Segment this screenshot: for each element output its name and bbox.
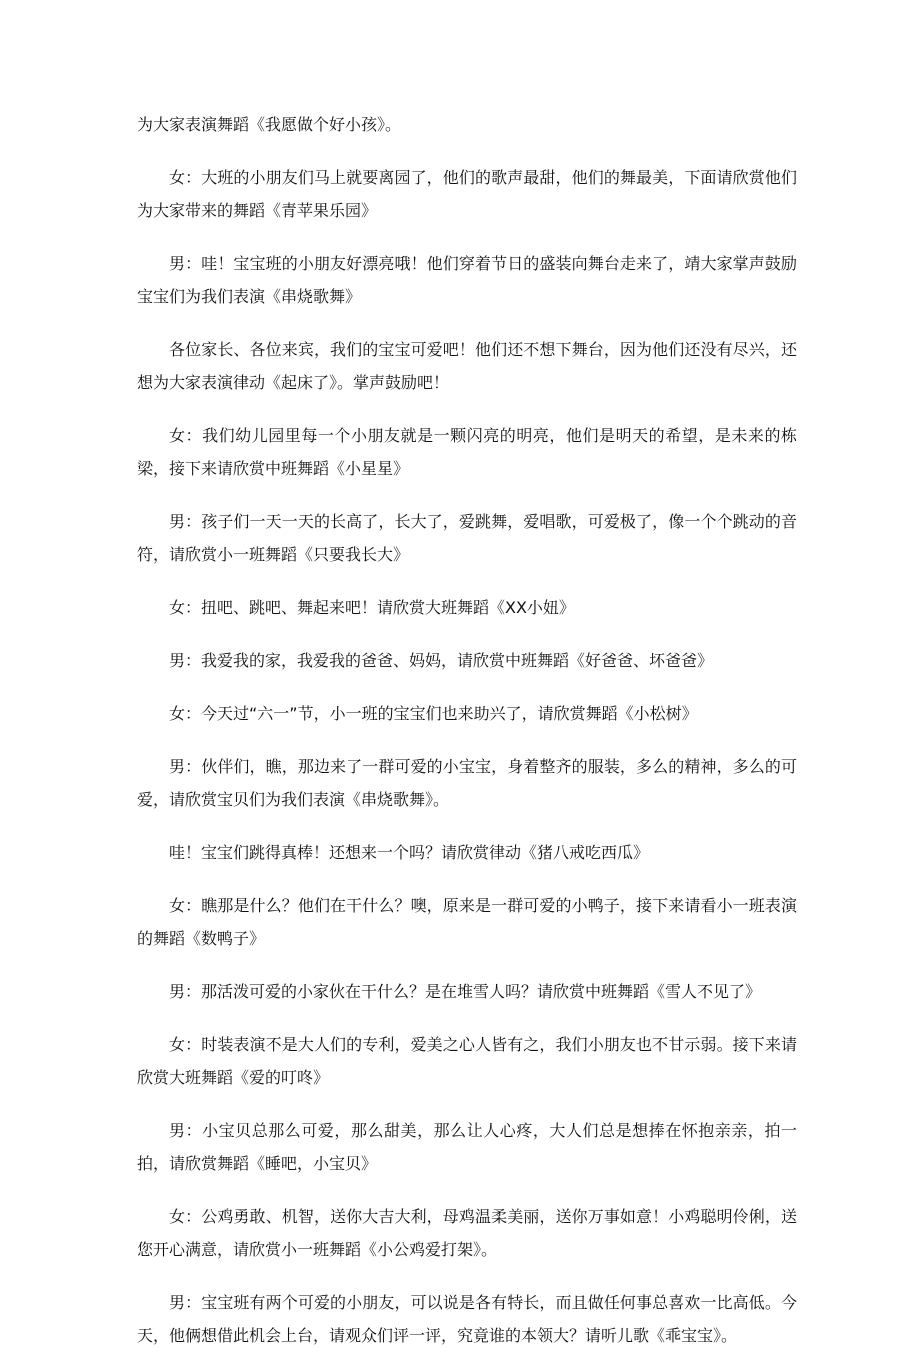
paragraph: 女：今天过“六一”节，小一班的宝宝们也来助兴了，请欣赏舞蹈《小松树》 [169,704,698,723]
paragraph: 男：宝宝班有两个可爱的小朋友，可以说是各有特长，而且做任何事总喜欢一比高低。今天，他俩想借此机会上台，请观众们评一评，究竟谁的本领大？请听儿歌《乖宝宝》。 [137,1293,797,1345]
paragraph: 男：我爱我的家，我爱我的爸爸、妈妈，请欣赏中班舞蹈《好爸爸、坏爸爸》 [169,651,714,670]
paragraph: 女：瞧那是什么？他们在干什么？噢，原来是一群可爱的小鸭子，接下来请看小一班表演的舞蹈《数鸭子》 [137,896,797,948]
document-body [137,108,797,1372]
paragraph: 女：我们幼儿园里每一个小朋友就是一颗闪亮的明亮，他们是明天的希望，是未来的栋梁，接下来请欣赏中班舞蹈《小星星》 [137,426,797,478]
paragraph: 女：公鸡勇敢、机智，送你大吉大利，母鸡温柔美丽，送你万事如意！小鸡聪明伶俐，送您开心满意，请欣赏小一班舞蹈《小公鸡爱打架》。 [137,1207,797,1259]
paragraph: 哇！宝宝们跳得真棒！还想来一个吗？请欣赏律动《猪八戒吃西瓜》 [169,843,650,862]
paragraph: 女：扭吧、跳吧、舞起来吧！请欣赏大班舞蹈《XX小妞》 [169,598,575,617]
paragraph: 男：小宝贝总那么可爱，那么甜美，那么让人心疼，大人们总是想捧在怀抱亲亲，拍一拍，请欣赏舞蹈《睡吧，小宝贝》 [137,1121,797,1173]
paragraph: 女：时装表演不是大人们的专利，爱美之心人皆有之，我们小朋友也不甘示弱。接下来请欣赏大班舞蹈《爱的叮咚》 [137,1035,797,1087]
paragraph: 男：伙伴们，瞧，那边来了一群可爱的小宝宝，身着整齐的服装，多么的精神，多么的可爱，请欣赏宝贝们为我们表演《串烧歌舞》。 [137,757,797,809]
paragraph: 各位家长、各位来宾，我们的宝宝可爱吧！他们还不想下舞台，因为他们还没有尽兴，还想为大家表演律动《起床了》。掌声鼓励吧！ [137,340,797,392]
paragraph: 男：孩子们一天一天的长高了，长大了，爱跳舞，爱唱歌，可爱极了，像一个个跳动的音符，请欣赏小一班舞蹈《只要我长大》 [137,512,797,564]
paragraph: 男：哇！宝宝班的小朋友好漂亮哦！他们穿着节日的盛装向舞台走来了，靖大家掌声鼓励宝宝们为我们表演《串烧歌舞》 [137,254,797,306]
paragraph: 女：大班的小朋友们马上就要离园了，他们的歌声最甜，他们的舞最美，下面请欣赏他们为大家带来的舞蹈《青苹果乐园》 [137,168,797,220]
paragraph: 男：那活泼可爱的小家伙在干什么？是在堆雪人吗？请欣赏中班舞蹈《雪人不见了》 [169,982,762,1001]
paragraph: 为大家表演舞蹈《我愿做个好小孩》。 [137,115,402,134]
